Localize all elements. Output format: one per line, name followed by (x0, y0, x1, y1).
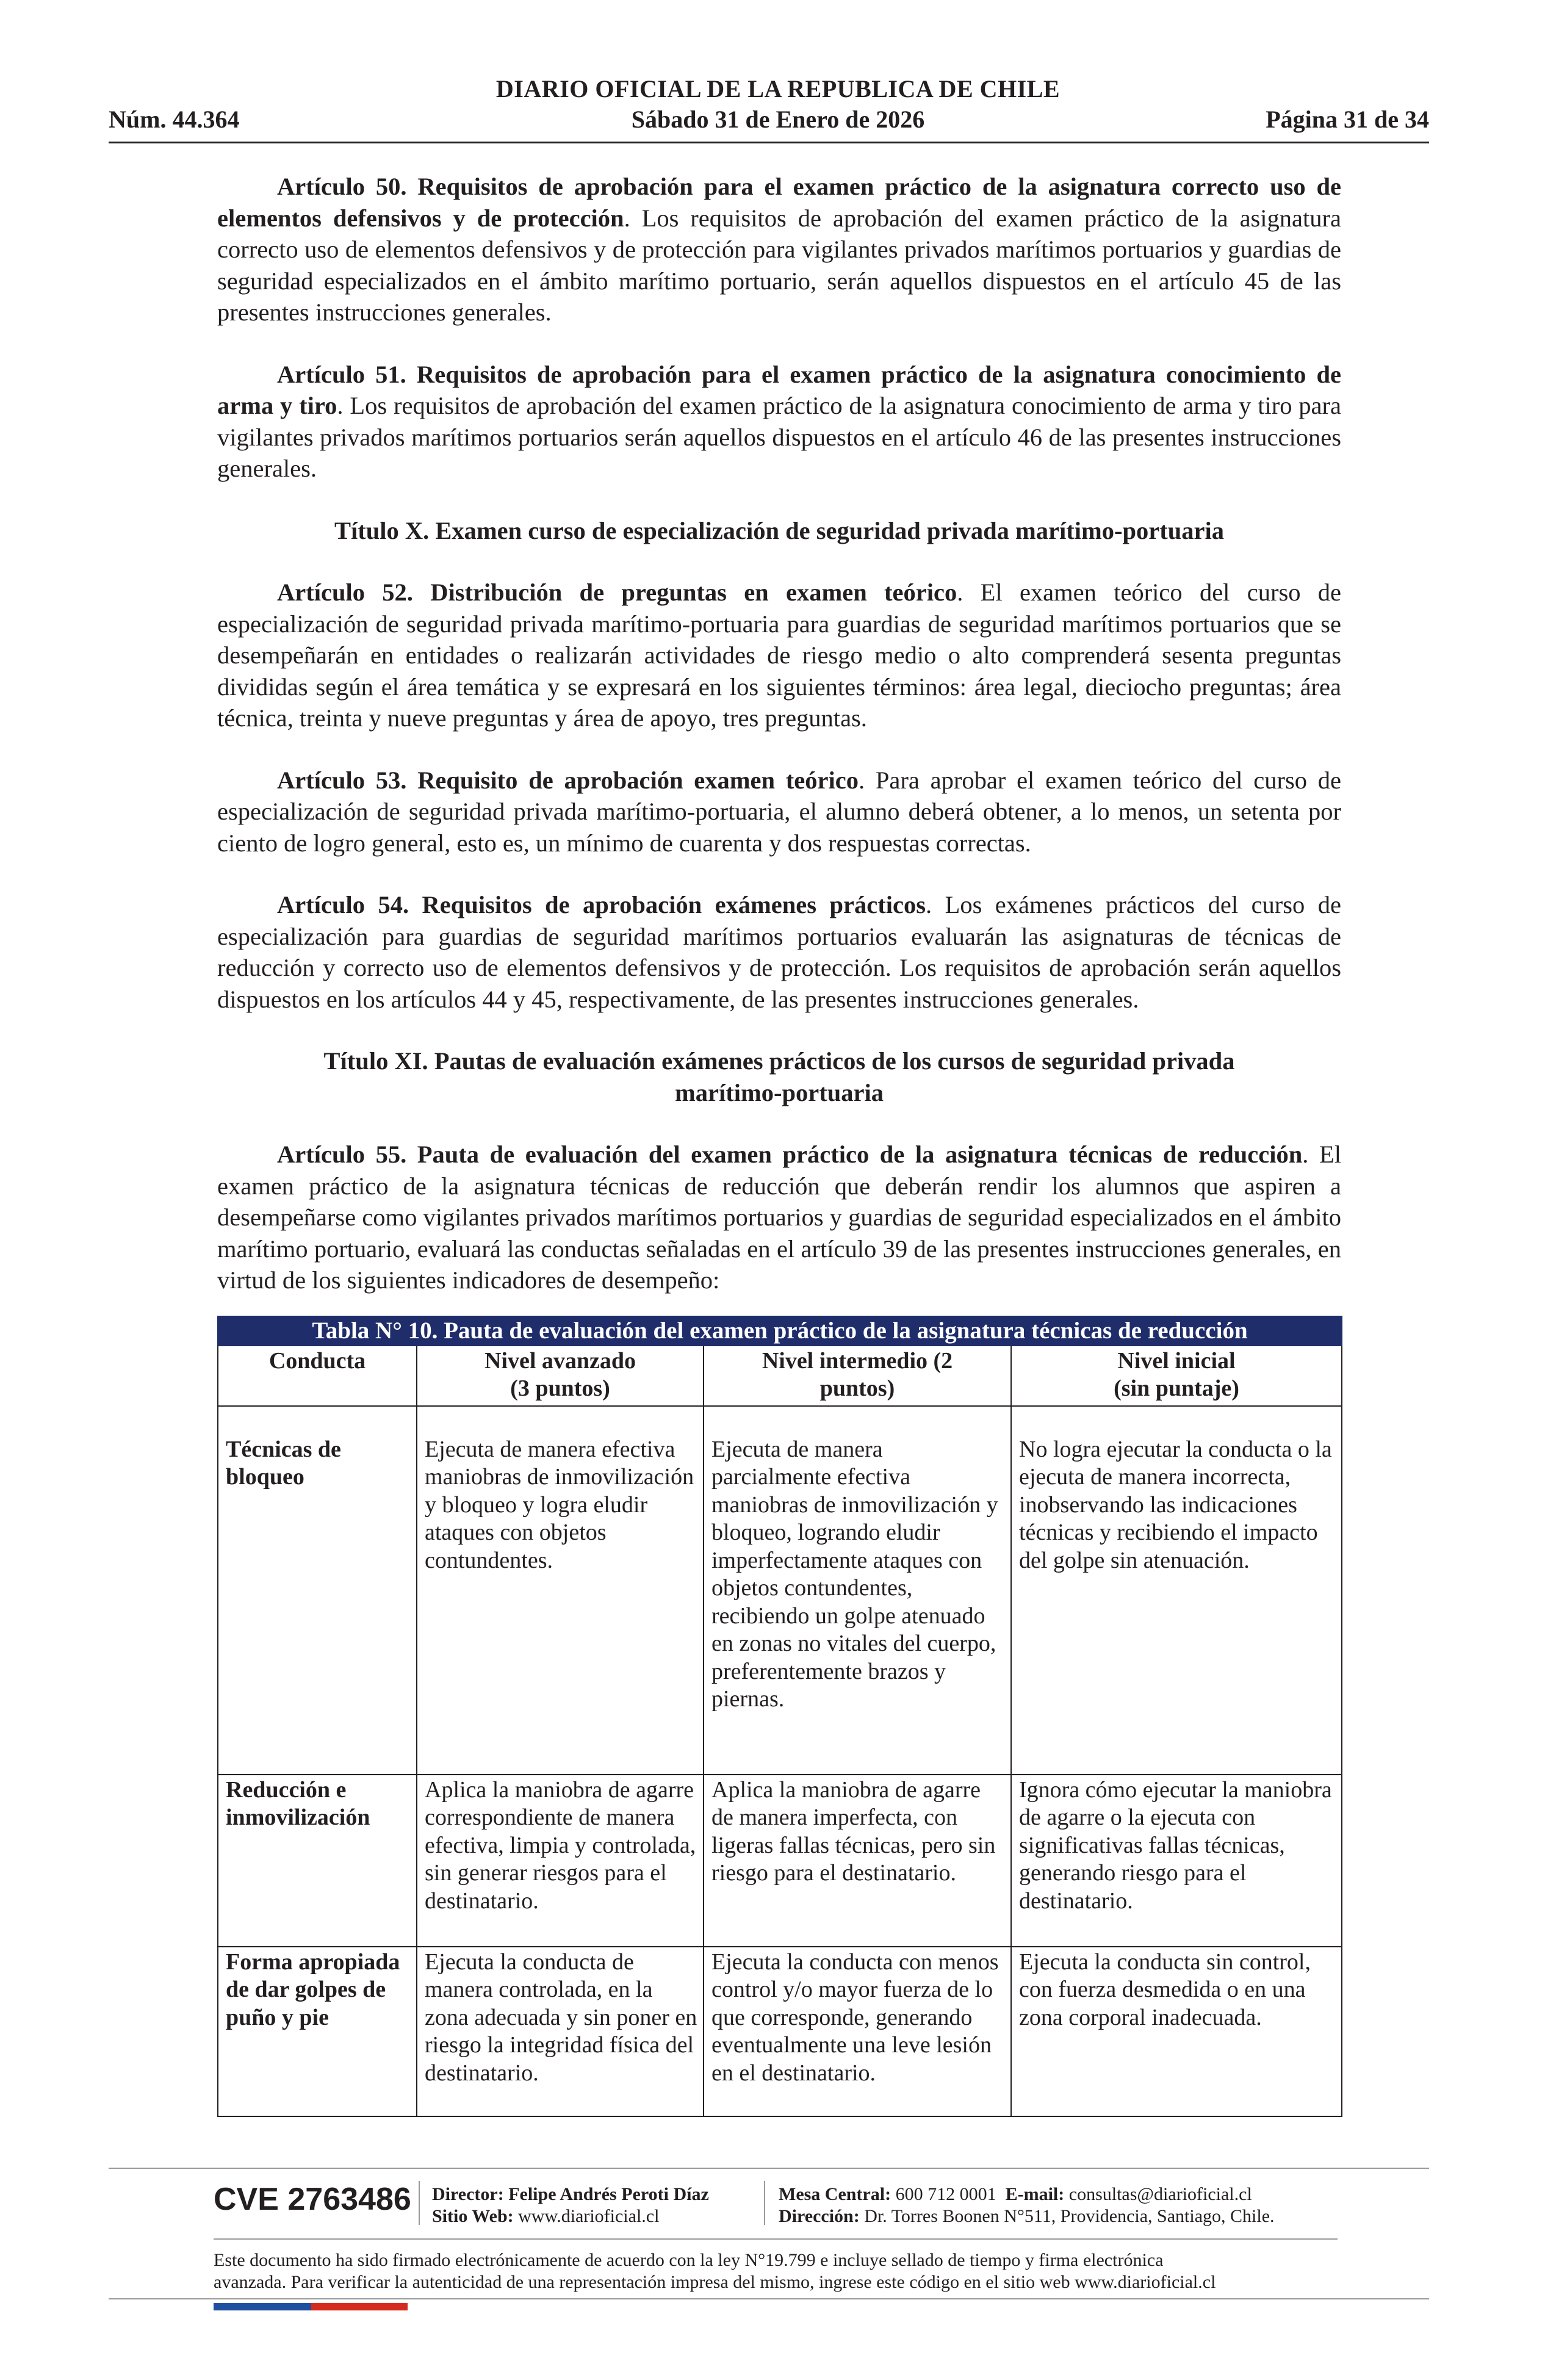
article-54-heading: Artículo 54. Requisitos de aprobación exámenes prácticos (277, 891, 926, 918)
evaluation-table-wrapper (217, 1316, 1341, 2117)
cell-intermedio: Aplica la maniobra de agarre de manera imperfecta, con ligeras fallas técnicas, pero sin riesgo para el destinatario. (704, 1775, 1011, 1947)
document-body (217, 171, 1341, 2117)
titulo-x: Título X. Examen curso de especialización de seguridad privada marítimo-portuaria (334, 516, 1224, 544)
header-nivel-inicial: Nivel inicial (sin puntaje) (1011, 1346, 1342, 1406)
table-row (218, 1775, 1342, 1947)
footer-director-block (432, 2183, 709, 2227)
header-nivel-intermedio: Nivel intermedio (2 puntos) (704, 1346, 1011, 1406)
director-name: Felipe Andrés Peroti Díaz (508, 2184, 709, 2204)
email-link[interactable]: consultas@diarioficial.cl (1068, 2184, 1252, 2204)
email-label: E-mail: (1005, 2184, 1065, 2204)
article-51-body: . Los requisitos de aprobación del examen práctico de la asignatura conocimiento de arma y tiro para vigilantes privados marítimos portuarios serán aquellos dispuestos en el artículo 46 de las presentes instrucciones generales. (217, 392, 1341, 482)
article-54 (217, 889, 1341, 1015)
footer-divider-bottom (109, 2298, 1429, 2299)
signature-note: Este documento ha sido firmado electrónicamente de acuerdo con la ley N°19.799 e incluye sellado de tiempo y firma electrónica avanzada. Para verificar la autenticidad de una representación impresa del mismo, ingrese este código en el sitio web www.diarioficial.cl (214, 2250, 1216, 2292)
article-50-body: . Los requisitos de aprobación del examen práctico de la asignatura correcto uso de elementos defensivos y de protección para vigilantes privados marítimos portuarios y guardias de seguridad especializados en el ámbito marítimo portuario, serán aquellos dispuestos en el artículo 45 de las presentes instrucciones generales. (217, 204, 1341, 326)
flag-stripe-red (311, 2303, 408, 2310)
table-header-row (218, 1346, 1342, 1406)
article-51-heading: Artículo 51. Requisitos de aprobación para el examen práctico de la asignatura conocimiento de arma y tiro (217, 360, 1341, 419)
cell-inicial: Ignora cómo ejecutar la maniobra de agarre o la ejecuta con significativas fallas técnicas, generando riesgo para el destinatario. (1011, 1775, 1342, 1947)
cell-inicial: Ejecuta la conducta sin control, con fuerza desmedida o en una zona corporal inadecuada. (1011, 1947, 1342, 2116)
article-52 (217, 577, 1341, 734)
header-conducta: Conducta (218, 1346, 417, 1406)
article-53-heading: Artículo 53. Requisito de aprobación examen teórico (277, 766, 859, 794)
mesa-phone: 600 712 0001 (895, 2184, 996, 2204)
footer-separator (419, 2181, 420, 2225)
cell-conducta: Técnicas de bloqueo (218, 1406, 417, 1775)
cell-avanzado: Ejecuta la conducta de manera controlada, en la zona adecuada y sin poner en riesgo la integridad física del destinatario. (417, 1947, 704, 2116)
article-50-heading: Artículo 50. Requisitos de aprobación para el examen práctico de la asignatura correcto uso de elementos defensivos y de protección (217, 173, 1341, 232)
cell-avanzado: Aplica la maniobra de agarre correspondiente de manera efectiva, limpia y controlada, sin generar riesgos para el destinatario. (417, 1775, 704, 1947)
titulo-xi-line2: marítimo-portuaria (675, 1078, 884, 1106)
table-row (218, 1406, 1342, 1775)
article-52-body: . El examen teórico del curso de especialización de seguridad privada marítimo-portuaria para guardias de seguridad marítimos portuarios que se desempeñarán en entidades o realizarán actividades de riesgo medio o alto comprenderá sesenta preguntas divididas según el área temática y se expresará en los siguientes términos: área legal, dieciocho preguntas; área técnica, treinta y nueve preguntas y área de apoyo, tres preguntas. (217, 579, 1341, 732)
table-caption: Tabla N° 10. Pauta de evaluación del examen práctico de la asignatura técnicas de reducción (218, 1316, 1342, 1346)
titulo-xi (217, 1045, 1341, 1108)
article-52-heading: Artículo 52. Distribución de preguntas en examen teórico (277, 579, 957, 606)
issue-date: Sábado 31 de Enero de 2026 (631, 106, 925, 133)
cell-conducta: Forma apropiada de dar golpes de puño y pie (218, 1947, 417, 2116)
table-row (218, 1947, 1342, 2116)
article-54-body: . Los exámenes prácticos del curso de especialización para guardias de seguridad marítimos portuarios evaluarán las asignaturas de técnicas de reducción y correcto uso de elementos defensivos y de protección. Los requisitos de aprobación serán aquellos dispuestos en los artículos 44 y 45, respectivamente, de las presentes instrucciones generales. (217, 891, 1342, 1013)
footer-divider-top (109, 2168, 1429, 2169)
cve-code: CVE 2763486 (214, 2182, 411, 2217)
address-text: Dr. Torres Boonen N°511, Providencia, Santiago, Chile. (864, 2206, 1275, 2226)
address-label: Dirección: (779, 2206, 860, 2226)
article-51 (217, 359, 1341, 485)
header-divider (109, 142, 1429, 143)
article-55 (217, 1139, 1341, 1296)
footer-contact-block (779, 2183, 1275, 2227)
cell-inicial: No logra ejecutar la conducta o la ejecuta de manera incorrecta, inobservando las indicaciones técnicas y recibiendo el impacto del golpe sin atenuación. (1011, 1406, 1342, 1775)
article-55-body: . El examen práctico de la asignatura técnicas de reducción que deberán rendir los alumnos que aspiren a desempeñarse como vigilantes privados marítimos portuarios y guardias de seguridad especializados en el ámbito marítimo portuario, evaluará las conductas señaladas en el artículo 39 de las presentes instrucciones generales, en virtud de los siguientes indicadores de desempeño: (217, 1141, 1341, 1294)
titulo-xi-line1: Título XI. Pautas de evaluación exámenes prácticos de los cursos de seguridad privada (323, 1047, 1235, 1075)
site-label: Sitio Web: (432, 2206, 514, 2226)
header-nivel-avanzado: Nivel avanzado (3 puntos) (417, 1346, 704, 1406)
newspaper-title: DIARIO OFICIAL DE LA REPUBLICA DE CHILE (495, 75, 1061, 103)
evaluation-table (217, 1316, 1342, 2117)
mesa-label: Mesa Central: (779, 2184, 891, 2204)
issue-number: Núm. 44.364 (109, 106, 240, 133)
cell-avanzado: Ejecuta de manera efectiva maniobras de inmovilización y bloqueo y logra eludir ataques con objetos contundentes. (417, 1406, 704, 1775)
article-53 (217, 765, 1341, 859)
footer-divider-middle (214, 2238, 1338, 2240)
page-number: Página 31 de 34 (1266, 106, 1429, 133)
site-link[interactable]: www.diarioficial.cl (518, 2206, 660, 2226)
cell-intermedio: Ejecuta de manera parcialmente efectiva maniobras de inmovilización y bloqueo, logrando eludir imperfectamente ataques con objetos contundentes, recibiendo un golpe atenuado en zonas no vitales del cuerpo, preferentemente brazos y piernas. (704, 1406, 1011, 1775)
cell-intermedio: Ejecuta la conducta con menos control y/o mayor fuerza de lo que corresponde, generando eventualmente una leve lesión en el destinatario. (704, 1947, 1011, 2116)
article-50 (217, 171, 1341, 328)
footer-separator (764, 2181, 765, 2225)
director-label: Director: (432, 2184, 504, 2204)
article-55-heading: Artículo 55. Pauta de evaluación del examen práctico de la asignatura técnicas de reducción (277, 1141, 1303, 1168)
article-53-body: . Para aprobar el examen teórico del curso de especialización de seguridad privada marítimo-portuaria, el alumno deberá obtener, a lo menos, un setenta por ciento de logro general, esto es, un mínimo de cuarenta y dos respuestas correctas. (217, 766, 1341, 857)
cell-conducta: Reducción e inmovilización (218, 1775, 417, 1947)
flag-stripe-blue (214, 2303, 311, 2310)
